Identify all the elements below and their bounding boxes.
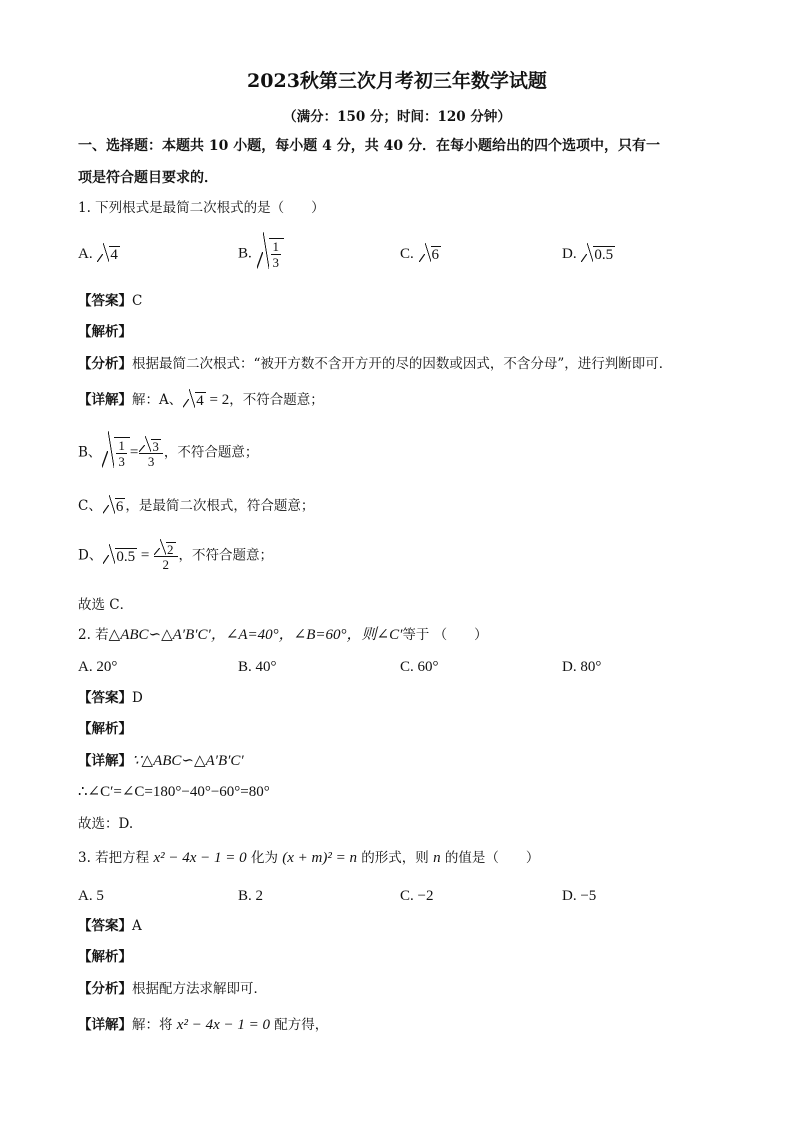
q1-conclusion: 故选 C． [78,597,134,613]
q3-option-c: C. −2 [400,888,434,904]
q1-option-b-radical: $\frac{1}{3}$ [269,238,285,270]
q3-option-b: B. 2 [238,888,264,904]
page-subtitle: （满分：150 分；时间：120 分钟） [283,109,511,125]
q2-answer: 【答案】D [78,690,143,706]
q2-step: ∴∠C′=∠C=180°−40°−60°=80° [78,784,270,800]
q2-conclusion: 故选：D. [78,816,134,832]
q1-analysis-label: 【解析】 [78,324,132,340]
q3-stem: 3. 若把方程 x² − 4x − 1 = 0 化为 (x + m)² = n 的形式，则 n 的值是（ ） [78,850,540,866]
q1-option-c-label: C. [400,246,414,262]
q1-fenxi: 【分析】根据最简二次根式：“被开方数不含开方开的尽的因数或因式，不含分母”，进行判断即可． [78,356,673,372]
q3-detail: 【详解】解：将 x² − 4x − 1 = 0 配方得， [78,1017,329,1033]
q3-option-a: A. 5 [78,888,104,904]
q2-option-b: B. 40° [238,659,277,675]
q2-analysis-label: 【解析】 [78,721,132,737]
section-heading-line1: 一、选择题：本题共 10 小题，每小题 4 分，共 40 分．在每小题给出的四个选项中，只有一 [78,138,660,154]
q2-option-a: A. 20° [78,659,118,675]
q2-detail: 【详解】∵△ABC∽△A′B′C′ [78,753,244,769]
q1-detail-b: B、 $\frac{1}{3}$ = $\frac{3}{3}$ ，不符合题意； [78,438,259,470]
q1-detail-d: D、 0.5 = $\frac{2}{2}$ ，不符合题意； [78,540,273,572]
q1-option-d-label: D. [562,246,577,262]
q3-answer: 【答案】A [78,918,142,934]
section-heading-line2: 项是符合题目要求的． [78,170,218,186]
q3-analysis-label: 【解析】 [78,949,132,965]
q1-option-a-radical: 4 [110,247,118,264]
q1-option-c-radical: 6 [431,247,440,264]
q1-option-d-radical: 0.5 [594,247,614,264]
q1-option-d [562,245,615,263]
page-title: 2023秋第三次月考初三年数学试题 [247,70,547,92]
q1-detail-c: C、 6 ，是最简二次根式，符合题意； [78,498,315,515]
q3-fenxi: 【分析】根据配方法求解即可． [78,981,267,997]
q1-option-b [238,238,284,270]
q1-option-a [78,245,120,263]
q2-option-d: D. 80° [562,659,602,675]
q1-option-b-label: B. [238,245,252,262]
q1-answer: 【答案】C [78,293,143,309]
q1-stem: 1. 下列根式是最简二次根式的是（ ） [78,200,325,216]
q1-option-c [400,245,441,263]
q3-option-d: D. −5 [562,888,597,904]
q2-stem: 2. 若△ABC∽△A′B′C′，∠A=40°，∠B=60°，则∠C′等于 （ ） [78,627,488,643]
q1-detail-a: 【详解】解：A、 4 = 2，不符合题意； [78,392,324,409]
q2-option-c: C. 60° [400,659,439,675]
q1-option-a-label: A. [78,246,93,262]
